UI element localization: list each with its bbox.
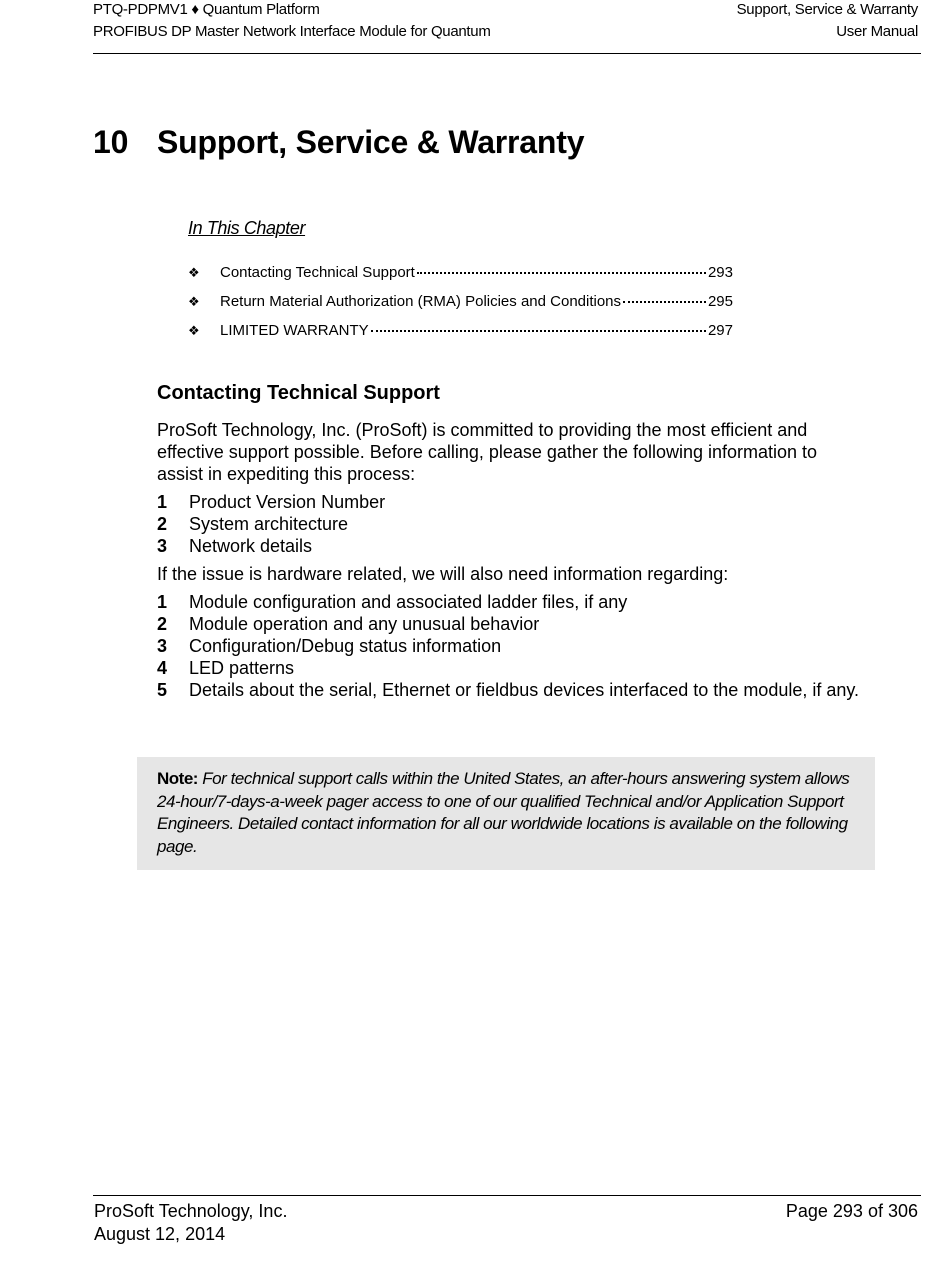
toc-leader-dots xyxy=(417,258,706,274)
list-item-text: Product Version Number xyxy=(189,492,386,512)
toc-leader-dots xyxy=(623,287,706,303)
toc-item-page: 295 xyxy=(707,293,733,310)
diamond-bullet-icon: ❖ xyxy=(188,323,200,338)
list-item xyxy=(157,635,867,657)
list-item xyxy=(157,657,867,679)
list-item-text: Module configuration and associated ladder files, if any xyxy=(189,592,628,612)
diamond-bullet-icon: ❖ xyxy=(188,265,200,280)
note-box xyxy=(137,757,875,870)
list-item-text: Network details xyxy=(189,536,313,556)
list-item-text: LED patterns xyxy=(189,658,295,678)
toc-item-label: Contacting Technical Support xyxy=(220,264,415,281)
list-item-number: 1 xyxy=(157,592,168,612)
in-this-chapter-label: In This Chapter xyxy=(188,218,306,238)
toc-item[interactable] xyxy=(188,290,733,319)
footer-date: August 12, 2014 xyxy=(94,1224,226,1244)
list-item-text: System architecture xyxy=(189,514,349,534)
toc-item-page: 293 xyxy=(707,264,733,281)
chapter-title xyxy=(93,124,584,161)
footer-left xyxy=(94,1200,287,1246)
header-left xyxy=(93,0,491,43)
numbered-list-hardware xyxy=(157,591,867,701)
list-item-number: 2 xyxy=(157,614,168,634)
footer-right xyxy=(786,1200,918,1223)
list-item xyxy=(157,679,867,701)
list-item-text: Details about the serial, Ethernet or fieldbus devices interfaced to the module, if any. xyxy=(189,680,860,700)
header-document-type: User Manual xyxy=(836,23,918,40)
chapter-title-text: Support, Service & Warranty xyxy=(157,124,585,160)
footer-company: ProSoft Technology, Inc. xyxy=(94,1201,288,1221)
numbered-list-general xyxy=(157,491,867,557)
toc-item-label: Return Material Authorization (RMA) Policies and Conditions xyxy=(220,293,622,310)
list-item xyxy=(157,613,867,635)
list-item-number: 5 xyxy=(157,680,168,700)
chapter-toc xyxy=(188,261,733,348)
header-product-line: PTQ-PDPMV1 ♦ Quantum Platform xyxy=(93,1,320,18)
diamond-bullet-icon: ❖ xyxy=(188,294,200,309)
list-item xyxy=(157,491,867,513)
footer-page-number: Page 293 of 306 xyxy=(785,1201,918,1221)
list-item-number: 3 xyxy=(157,536,168,556)
section-heading: Contacting Technical Support xyxy=(157,382,440,404)
list-item-number: 1 xyxy=(157,492,168,512)
page-header xyxy=(93,0,921,54)
header-right xyxy=(737,0,918,43)
toc-leader-dots xyxy=(371,316,706,332)
note-label: Note: xyxy=(157,769,198,788)
list-item-number: 4 xyxy=(157,658,168,678)
note-text: For technical support calls within the United States, an after-hours answering system allows 24-hour/7-days-a-week pager access to one of our qualified Technical and/or Application Support Engineers. Detailed contact information for all our worldwide locations is available on the following page. xyxy=(157,769,850,856)
chapter-number: 10 xyxy=(93,124,129,160)
hardware-intro-paragraph: If the issue is hardware related, we will also need information regarding: xyxy=(157,564,729,584)
toc-item-label: LIMITED WARRANTY xyxy=(220,322,369,339)
intro-paragraph: ProSoft Technology, Inc. (ProSoft) is committed to providing the most efficient and effective support possible. Before calling, please gather the following information to assist in expediting this process: xyxy=(157,420,818,484)
toc-item-page: 297 xyxy=(707,322,733,339)
list-item-text: Module operation and any unusual behavior xyxy=(189,614,540,634)
header-chapter-name: Support, Service & Warranty xyxy=(736,1,918,18)
list-item-number: 2 xyxy=(157,514,168,534)
list-item-text: Configuration/Debug status information xyxy=(189,636,502,656)
toc-item[interactable] xyxy=(188,319,733,348)
list-item xyxy=(157,535,867,557)
header-product-description: PROFIBUS DP Master Network Interface Module for Quantum xyxy=(93,23,491,40)
page-footer xyxy=(93,1195,921,1244)
list-item xyxy=(157,591,867,613)
list-item-number: 3 xyxy=(157,636,168,656)
toc-item[interactable] xyxy=(188,261,733,290)
list-item xyxy=(157,513,867,535)
